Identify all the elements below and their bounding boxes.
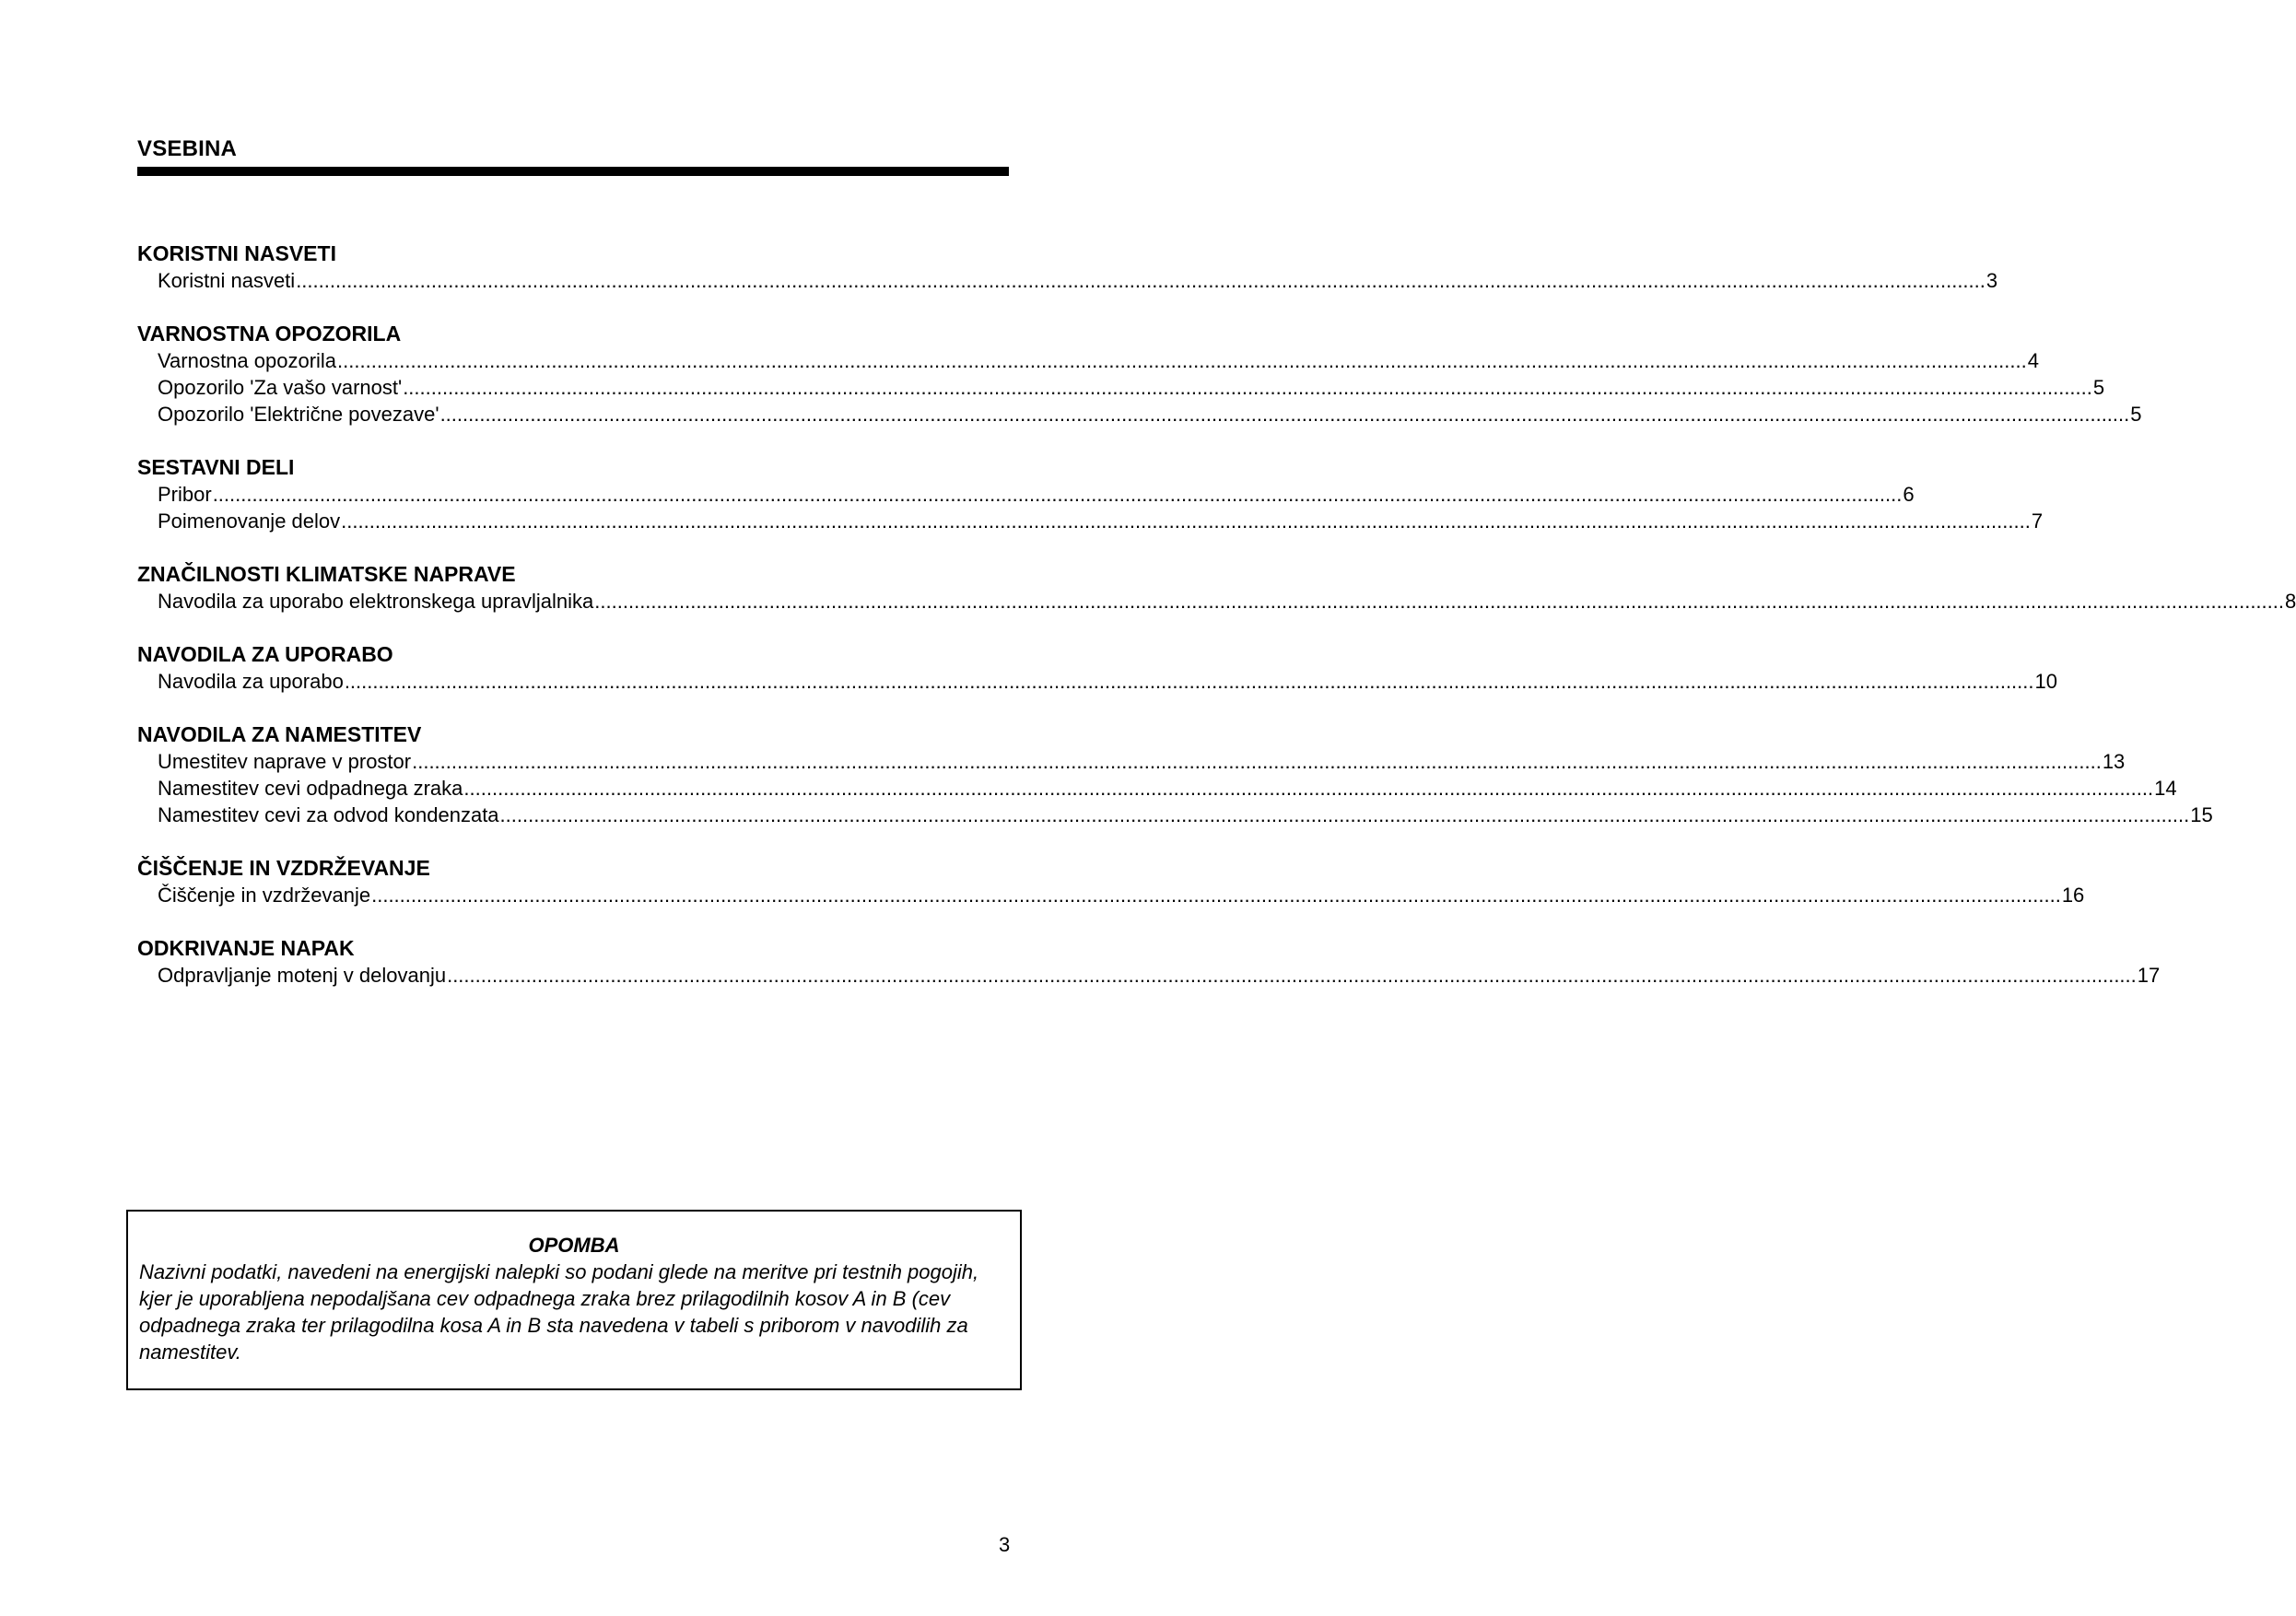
toc-section-heading: ZNAČILNOSTI KLIMATSKE NAPRAVE (137, 562, 516, 586)
toc-entry-page: 4 (2027, 349, 2039, 372)
dot-leader: ............................................................................................................................................................................................................................................................................................................ (463, 777, 2154, 800)
toc-entry-label: Poimenovanje delov (158, 509, 341, 533)
toc-entry-label: Opozorilo 'Za vašo varnost' (158, 376, 403, 399)
toc-section (137, 454, 2044, 534)
dot-leader: ............................................................................................................................................................................................................................................................................................................ (344, 670, 2034, 693)
toc-entry[interactable] (137, 882, 2085, 908)
toc-entry-label: Namestitev cevi za odvod kondenzata (158, 803, 499, 826)
toc-entry-page: 5 (2092, 376, 2105, 399)
toc-entry[interactable] (137, 508, 2044, 534)
toc-entry-page: 8 (2285, 590, 2296, 613)
toc-entry-page: 6 (1903, 483, 1915, 506)
toc-section-heading: NAVODILA ZA NAMESTITEV (137, 722, 422, 746)
table-of-contents (137, 240, 2296, 1015)
toc-entry-label: Čiščenje in vzdrževanje (158, 884, 371, 907)
toc-entry-label: Navodila za uporabo elektronskega upravljalnika (158, 590, 594, 613)
toc-entry-label: Odpravljanje motenj v delovanju (158, 964, 447, 987)
dot-leader: ............................................................................................................................................................................................................................................................................................................ (403, 376, 2092, 399)
toc-entry[interactable] (137, 962, 2161, 989)
dot-leader: ............................................................................................................................................................................................................................................................................................................ (341, 509, 2031, 533)
toc-entry[interactable] (137, 267, 1998, 294)
toc-entry-page: 14 (2154, 777, 2177, 800)
dot-leader: ............................................................................................................................................................................................................................................................................................................ (439, 403, 2130, 426)
toc-entry-label: Navodila za uporabo (158, 670, 344, 693)
toc-entry[interactable] (137, 374, 2105, 401)
toc-section-heading: SESTAVNI DELI (137, 455, 295, 479)
dot-leader: ............................................................................................................................................................................................................................................................................................................ (371, 884, 2061, 907)
toc-section (137, 935, 2161, 989)
toc-section-heading: NAVODILA ZA UPORABO (137, 642, 393, 666)
toc-entry-page: 15 (2190, 803, 2213, 826)
toc-section-heading: VARNOSTNA OPOZORILA (137, 322, 402, 345)
toc-entry-page: 5 (2130, 403, 2142, 426)
toc-section (137, 240, 1998, 294)
note-title: OPOMBA (528, 1234, 620, 1257)
toc-entry-page: 13 (2102, 750, 2126, 773)
page-number: 3 (999, 1533, 1011, 1556)
toc-section-heading: ODKRIVANJE NAPAK (137, 936, 355, 960)
toc-entry-label: Pribor (158, 483, 212, 506)
note-box (126, 1210, 1022, 1390)
toc-entry[interactable] (137, 401, 2142, 427)
toc-section-heading: ČIŠČENJE IN VZDRŽEVANJE (137, 856, 430, 880)
dot-leader: ............................................................................................................................................................................................................................................................................................................ (447, 964, 2137, 987)
note-body: Nazivni podatki, navedeni na energijski nalepki so podani glede na meritve pri testnih pogojih, kjer je uporabljena nepodaljšana cev odpadnega zraka brez prilagodilnih kosov A in B (cev odpadnega zraka ter prilagodilna kosa A in B sta navedena v tabeli s priborom v navodilih za namestitev. (139, 1260, 979, 1364)
dot-leader: ............................................................................................................................................................................................................................................................................................................ (337, 349, 2027, 372)
toc-section (137, 721, 2213, 828)
toc-section (137, 321, 2142, 427)
dot-leader: ............................................................................................................................................................................................................................................................................................................ (499, 803, 2190, 826)
toc-entry[interactable] (137, 748, 2126, 775)
toc-entry[interactable] (137, 668, 2057, 695)
dot-leader: ............................................................................................................................................................................................................................................................................................................ (296, 269, 1986, 292)
toc-entry[interactable] (137, 588, 2296, 615)
toc-section (137, 855, 2085, 908)
toc-entry-page: 7 (2031, 509, 2044, 533)
toc-entry-label: Opozorilo 'Električne povezave' (158, 403, 439, 426)
title-rule (137, 167, 1009, 176)
toc-section (137, 641, 2057, 695)
toc-entry[interactable] (137, 802, 2213, 828)
toc-entry-page: 10 (2034, 670, 2057, 693)
page-title: VSEBINA (137, 136, 238, 161)
dot-leader: ............................................................................................................................................................................................................................................................................................................ (212, 483, 1903, 506)
toc-section-heading: KORISTNI NASVETI (137, 241, 336, 265)
dot-leader: ............................................................................................................................................................................................................................................................................................................ (594, 590, 2284, 613)
toc-entry[interactable] (137, 347, 2039, 374)
toc-entry-page: 16 (2061, 884, 2085, 907)
toc-entry[interactable] (137, 481, 1915, 508)
toc-entry-label: Umestitev naprave v prostor (158, 750, 412, 773)
toc-entry-page: 3 (1986, 269, 1998, 292)
toc-entry-label: Varnostna opozorila (158, 349, 337, 372)
toc-entry-label: Koristni nasveti (158, 269, 296, 292)
dot-leader: ............................................................................................................................................................................................................................................................................................................ (412, 750, 2102, 773)
toc-entry-page: 17 (2137, 964, 2161, 987)
toc-entry[interactable] (137, 775, 2177, 802)
toc-section (137, 561, 2296, 615)
toc-entry-label: Namestitev cevi odpadnega zraka (158, 777, 463, 800)
